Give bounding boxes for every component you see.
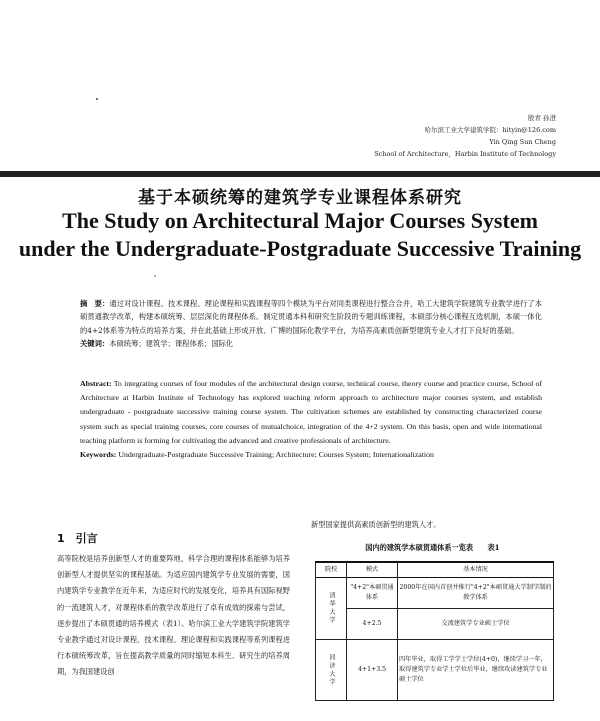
abstract-cn	[80, 297, 542, 351]
table-row	[316, 578, 554, 609]
abstract-en	[80, 377, 542, 462]
title-cn: 基于本硕统筹的建筑学专业课程体系研究	[138, 188, 462, 208]
table-cell-school	[316, 640, 347, 701]
author-affiliation-en: School of Architecture，Harbin Institute of Technology	[374, 150, 556, 158]
abstract-cn-text: 通过对设计课程、技术课程、理论课程和实践课程等四个模块为平台对同类课程进行整合合并，哈工大建筑学院建筑专业教学进行了本硕贯通教学改革，构建本硕统筹、层层深化的课程体系。制定贯通本科和研究生阶段的专题训练课程，本硕部分核心课程互选机制，本硕一体化的4+2体系等为特点的培养方案，并在此基础上形成开放、广博的国际化教学平台，为培养高素质创新型建筑专业人才打下良好的基础。	[80, 299, 543, 335]
abstract-en-text: To integrating courses of four modules of the architectural design course, technical course, theory course and practice course, School of Architecture at Harbin Institute of Technology has explored teaching reform approach to architecture major courses system, and establish undergraduate - postgraduate successive training course system. The cultivation schemes are established by constructing characterized course system such as special training courses, core courses of mutualchoice, integration of the 4+2 system. On this basis, open and wide international teaching platform is forming for cultivating the advanced and creative professionals of architecture.	[80, 379, 542, 445]
author-block	[374, 112, 556, 160]
table-cell-desc: 交流建筑学专业硕士学位	[398, 609, 554, 640]
table-cell-mode: 4+2.5	[347, 609, 398, 640]
section-heading: 1 引言	[57, 532, 98, 545]
table-cell-mode: 4+1+3.5	[347, 640, 398, 701]
school-name: 同济大学	[328, 653, 335, 687]
table-header-desc: 基本情况	[398, 562, 554, 578]
table-cell-desc: 四年毕业，取得工学学士学位(4+0)，继续学习一年，取得建筑学专业学士学位后毕业，继续攻读建筑学专业硕士学位	[398, 640, 554, 701]
right-column-text: 新型国家提供高素质创新型的建筑人才。	[311, 520, 441, 529]
keywords-en: Undergraduate-Postgraduate Successive Training; Architecture; Courses System; Internationalization	[118, 450, 434, 460]
author-names-en: Yin Qing Sun Cheng	[489, 138, 556, 146]
scan-speck	[96, 98, 98, 100]
table-header-row	[316, 562, 554, 578]
title-en-line2: under the Undergraduate-Postgraduate Successive Training	[18, 236, 582, 261]
title-en-line1: The Study on Architectural Major Courses System	[62, 208, 538, 233]
scan-speck	[154, 275, 156, 277]
table-1	[315, 561, 554, 701]
table-cell-desc: 2000年在国内首创并推行"4+2"本硕贯通大学制学制的教学体系	[398, 578, 554, 609]
table-header-mode: 模式	[347, 562, 398, 578]
header-rule	[0, 171, 600, 177]
table-row	[316, 609, 554, 640]
table-row	[316, 640, 554, 701]
author-affiliation: 哈尔滨工业大学建筑学院：hityin@126.com	[424, 126, 556, 134]
keywords-cn-label: 关键词：	[80, 339, 110, 349]
abstract-cn-label: 摘 要：	[80, 299, 110, 308]
author-names-cn: 殷青 孙澄	[527, 114, 556, 122]
school-name: 清华大学	[328, 592, 335, 625]
abstract-en-label: Abstract:	[80, 379, 112, 388]
table-header-school: 院校	[316, 562, 347, 578]
table-cell-mode: "4+2"本硕贯通体系	[347, 578, 398, 609]
table-caption: 国内的建筑学本硕贯通体系一览表 表1	[365, 543, 500, 552]
table-cell-school	[316, 578, 347, 640]
keywords-en-label: Keywords:	[80, 450, 117, 460]
section-body: 高等院校是培养创新型人才的重要阵地，科学合理的课程体系能够为培养创新型人才提供坚实的课程基础。为适应国内建筑学专业发展的需要，国内建筑学专业教学在近年来，为适应时代的发展变化，培养具有国际视野的一流建筑人才，对课程体系的教学改革进行了卓有成效的探索与尝试，逐步提出了本硕贯通的培养模式（表1）。哈尔滨工业大学建筑学院建筑学专业教学通过对设计课程、技术课程、理论课程和实践课程等系列课程进行本硕统筹改革，旨在提高教学质量的同时缩短本科生、研究生的培养周期，为我国建设创	[57, 554, 290, 677]
keywords-cn: 本硕统筹；建筑学；课程体系；国际化	[109, 339, 234, 349]
